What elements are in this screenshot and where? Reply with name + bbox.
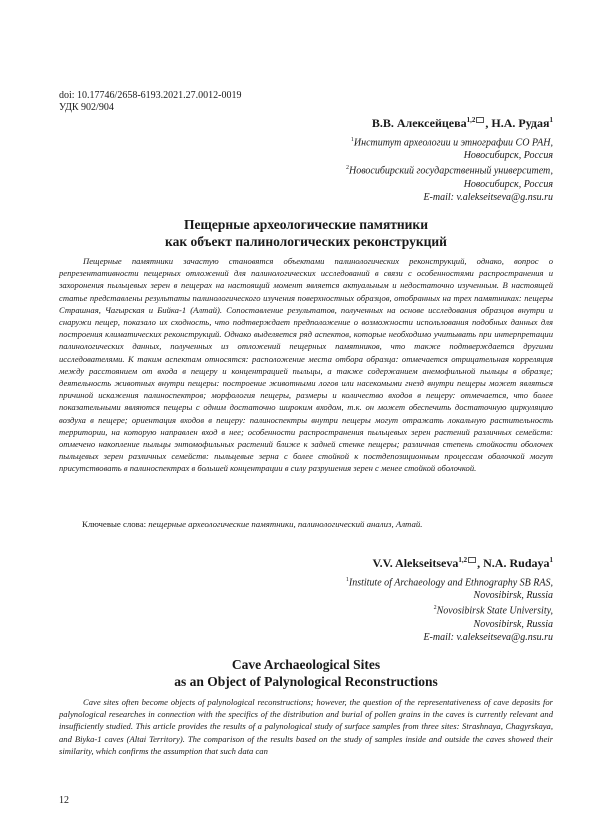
en-affiliation-line: Novosibirsk, Russia <box>473 590 553 602</box>
udc: УДК 902/904 <box>59 102 114 113</box>
en-email: E-mail: v.alekseitseva@g.nsu.ru <box>423 631 553 643</box>
ru-affiliation-line: Новосибирск, Россия <box>463 150 553 162</box>
en-abstract: Cave sites often become objects of palynological reconstructions; however, the question of the representativeness of cave deposits for palynological researches in connection with the specifics of the distribution and burial of pollen grains in the caves is currently relevant and insufficiently studied. This article provides the results of a palynological study of surface samples from three sites: Strashnaya, Chagyrskaya, and Biyka-1 caves (Altai Territory). The comparison of the results based on the study of samples inside and outside the caves showed their similarity, which confirms the assumption that such data can <box>59 697 553 756</box>
ru-affiliation-line: $^2$Новосибирский государственный университет, <box>345 165 553 177</box>
doi: doi: 10.17746/2658-6193.2021.27.0012-0019 <box>59 90 242 101</box>
email-envelope-icon <box>476 117 484 123</box>
ru-authors: В.В. Алексейцева$^{1,2}$ , Н.А. Рудая$^1$ <box>371 116 553 130</box>
ru-affiliation-line: Новосибирск, Россия <box>463 178 553 190</box>
page-number: 12 <box>59 795 69 806</box>
ru-author-block <box>346 114 553 204</box>
en-affiliation-line: $^2$Novosibirsk State University, <box>433 605 553 617</box>
email-envelope-icon <box>468 557 476 563</box>
en-authors: V.V. Alekseitseva$^{1,2}$ , N.A. Rudaya$^1$ <box>372 556 553 570</box>
ru-keywords: Ключевые слова: пещерные археологические памятники, палинологический анализ, Алтай. <box>82 519 423 529</box>
ru-affiliation-line: $^1$Институт археологии и этнографии СО РАН, <box>350 137 553 149</box>
en-title: Cave Archaeological Sites as an Object of Palynological Reconstructions <box>174 657 438 689</box>
en-author-block <box>346 554 553 644</box>
ru-email: E-mail: v.alekseitseva@g.nsu.ru <box>423 191 553 203</box>
en-affiliation-line: $^1$Institute of Archaeology and Ethnography SB RAS, <box>345 577 553 589</box>
en-affiliation-line: Novosibirsk, Russia <box>473 618 553 630</box>
ru-title: Пещерные археологические памятники как объект палинологических реконструкций <box>165 217 447 249</box>
ru-abstract: Пещерные памятники зачастую становятся объектами палинологических реконструкций, однако, вопрос о репрезентативности пещерных отложений для палинологических исследований в связи с особенностями распространения и захоронения пыльцевых зерен в пещерах на настоящий момент является актуальным и недостаточно изученным. В настоящей статье представлены результаты палинологического изучения поверхностных образцов, отобранных на трех памятниках: пещеры Страшная, Чагырская и Бийка-1 (Алтай). Сопоставление результатов, полученных на основе исследования образцов внутри и снаружи пещер, показало их сходность, что подтверждает предположение о возможности использования подобных данных для построения климатических реконструкций. Однако выделяется ряд аспектов, которые необходимо учитывать при интерпретации палинологических данных, полученных из отложений пещерных памятников, что также подтверждается другими исследователями. К таким аспектам относятся: расположение места отбора образца: отмечается отрицательная корреляция между расстоянием от входа в пещеру и концентрацией пыльцы, а также содержанием анемофильной пыльцы в образце; деятельность животных внутри пещеры: построение животными логов или насекомыми гнезд внутри пещеры может являться причиной искажения палиноспектров; морфология пещеры, размеры и количество входов в пещеру: отмечается, что более показательными являются пещеры с одним достаточно широким входом, т.к. он может обеспечить достаточную циркуляцию воздуха в пещере; ориентация входов в пещеру: палиноспектры внутри пещеры могут отражать локальную растительность территории, на которую направлен вход в нее; особенности распространения пыльцевых зерен растений различных семейств: отмечено накопление пыльцы энтомофильных растений ближе к задней стенке пещеры; различная степень стойкости оболочек пыльцевых зерен различных семейств: пыльцевые зерна с более стойкой к постдепозиционным процессам оболочкой могут присутствовать в палиноспектрах в большей концентрации в силу разрушения зерен с менее стойкой оболочкой. <box>59 256 553 474</box>
